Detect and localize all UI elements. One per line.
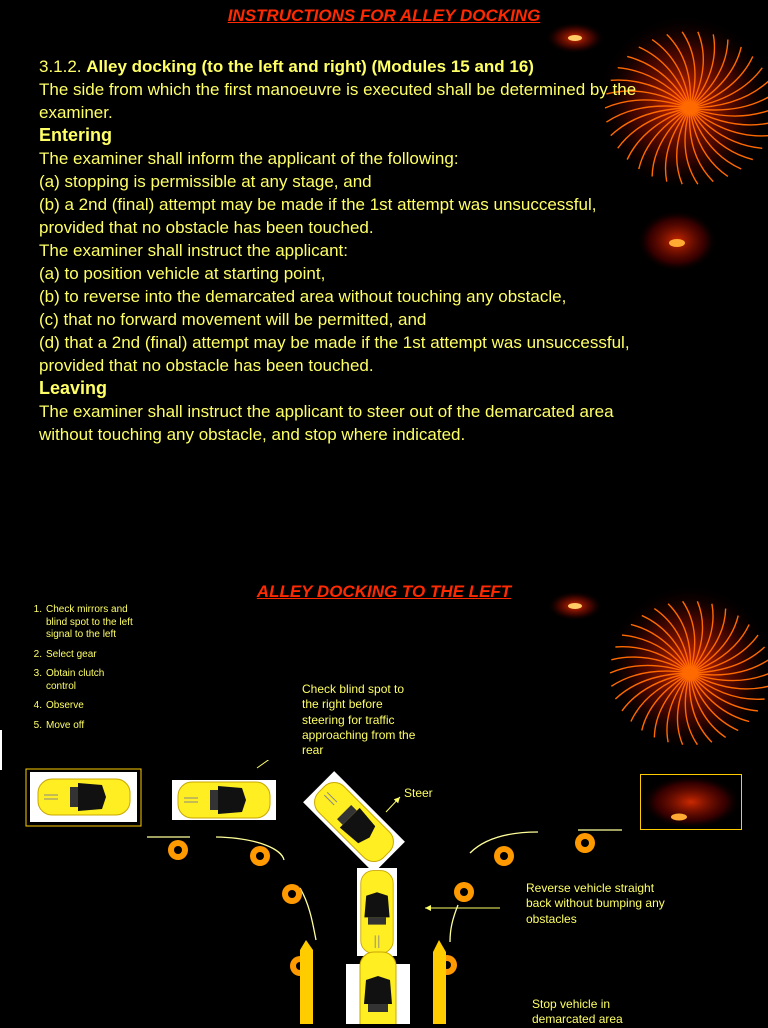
car-moving-icon	[178, 782, 270, 818]
paragraph-line: The side from which the first manoeuvre is executed shall be determined by the	[39, 80, 637, 99]
slide2-title: ALLEY DOCKING TO THE LEFT	[256, 582, 512, 601]
paragraph-line: The examiner shall inform the applicant of the following:	[39, 149, 459, 168]
list-item: 1. Check mirrors and blind spot to the left signal to the left	[33, 604, 133, 640]
paragraph-line: provided that no obstacle has been touched.	[39, 356, 374, 375]
alley-pole-left	[300, 940, 313, 1024]
cone-icon	[250, 846, 270, 866]
list-item: 4. Observe	[33, 700, 84, 711]
cone-icon	[168, 840, 188, 860]
note-blind-spot: Check blind spot to the right before steering for traffic approaching from the rear	[302, 682, 416, 758]
paragraph-line: (d) that a 2nd (final) attempt may be made if the 1st attempt was unsuccessful,	[39, 333, 630, 352]
arrow-to-steer-note	[386, 797, 400, 812]
cone-icon	[575, 833, 595, 853]
firework-decoration-bottom	[530, 578, 768, 758]
note-reverse: Reverse vehicle straight back without bumping any obstacles	[526, 881, 665, 926]
paragraph-line: (a) to position vehicle at starting point,	[39, 264, 326, 283]
arrow-to-blind-spot-note	[257, 760, 288, 768]
alley-docking-diagram	[0, 760, 768, 1024]
slide1-title: INSTRUCTIONS FOR ALLEY DOCKING	[227, 6, 541, 25]
leaving-heading: Leaving	[39, 378, 108, 398]
paragraph-line: (c) that no forward movement will be permitted, and	[39, 310, 427, 329]
slide1-body	[39, 55, 739, 446]
note-steer: Steer	[404, 786, 433, 800]
section-heading: 3.1.2. Alley docking (to the left and right) (Modules 15 and 16)	[39, 57, 534, 76]
car-docked-icon	[346, 952, 410, 1024]
entering-heading: Entering	[39, 125, 113, 145]
cone-icon	[454, 882, 474, 902]
alley-pole-right	[433, 940, 446, 1024]
cone-icon	[494, 846, 514, 866]
list-item: 2. Select gear	[33, 648, 97, 660]
paragraph-line: provided that no obstacle has been touched.	[39, 218, 374, 237]
list-item: 3. Obtain clutch control	[33, 668, 105, 692]
cone-icon	[282, 884, 302, 904]
car-start-icon	[38, 779, 130, 815]
car-turning-icon	[303, 771, 405, 873]
paragraph-line: without touching any obstacle, and stop where indicated.	[39, 425, 466, 444]
car-reversing-icon	[357, 868, 397, 956]
steps-list	[16, 604, 136, 739]
paragraph-line: (b) to reverse into the demarcated area without touching any obstacle,	[39, 287, 567, 306]
note-stop: Stop vehicle in demarcated area	[532, 997, 623, 1027]
paragraph-line: The examiner shall instruct the applicant:	[39, 241, 348, 260]
list-item: 5. Move off	[33, 719, 85, 731]
paragraph-line: The examiner shall instruct the applicant to steer out of the demarcated area	[39, 402, 614, 421]
paragraph-line: (a) stopping is permissible at any stage, and	[39, 172, 372, 191]
paragraph-line: (b) a 2nd (final) attempt may be made if the 1st attempt was unsuccessful,	[39, 195, 597, 214]
paragraph-line: examiner.	[39, 103, 113, 122]
